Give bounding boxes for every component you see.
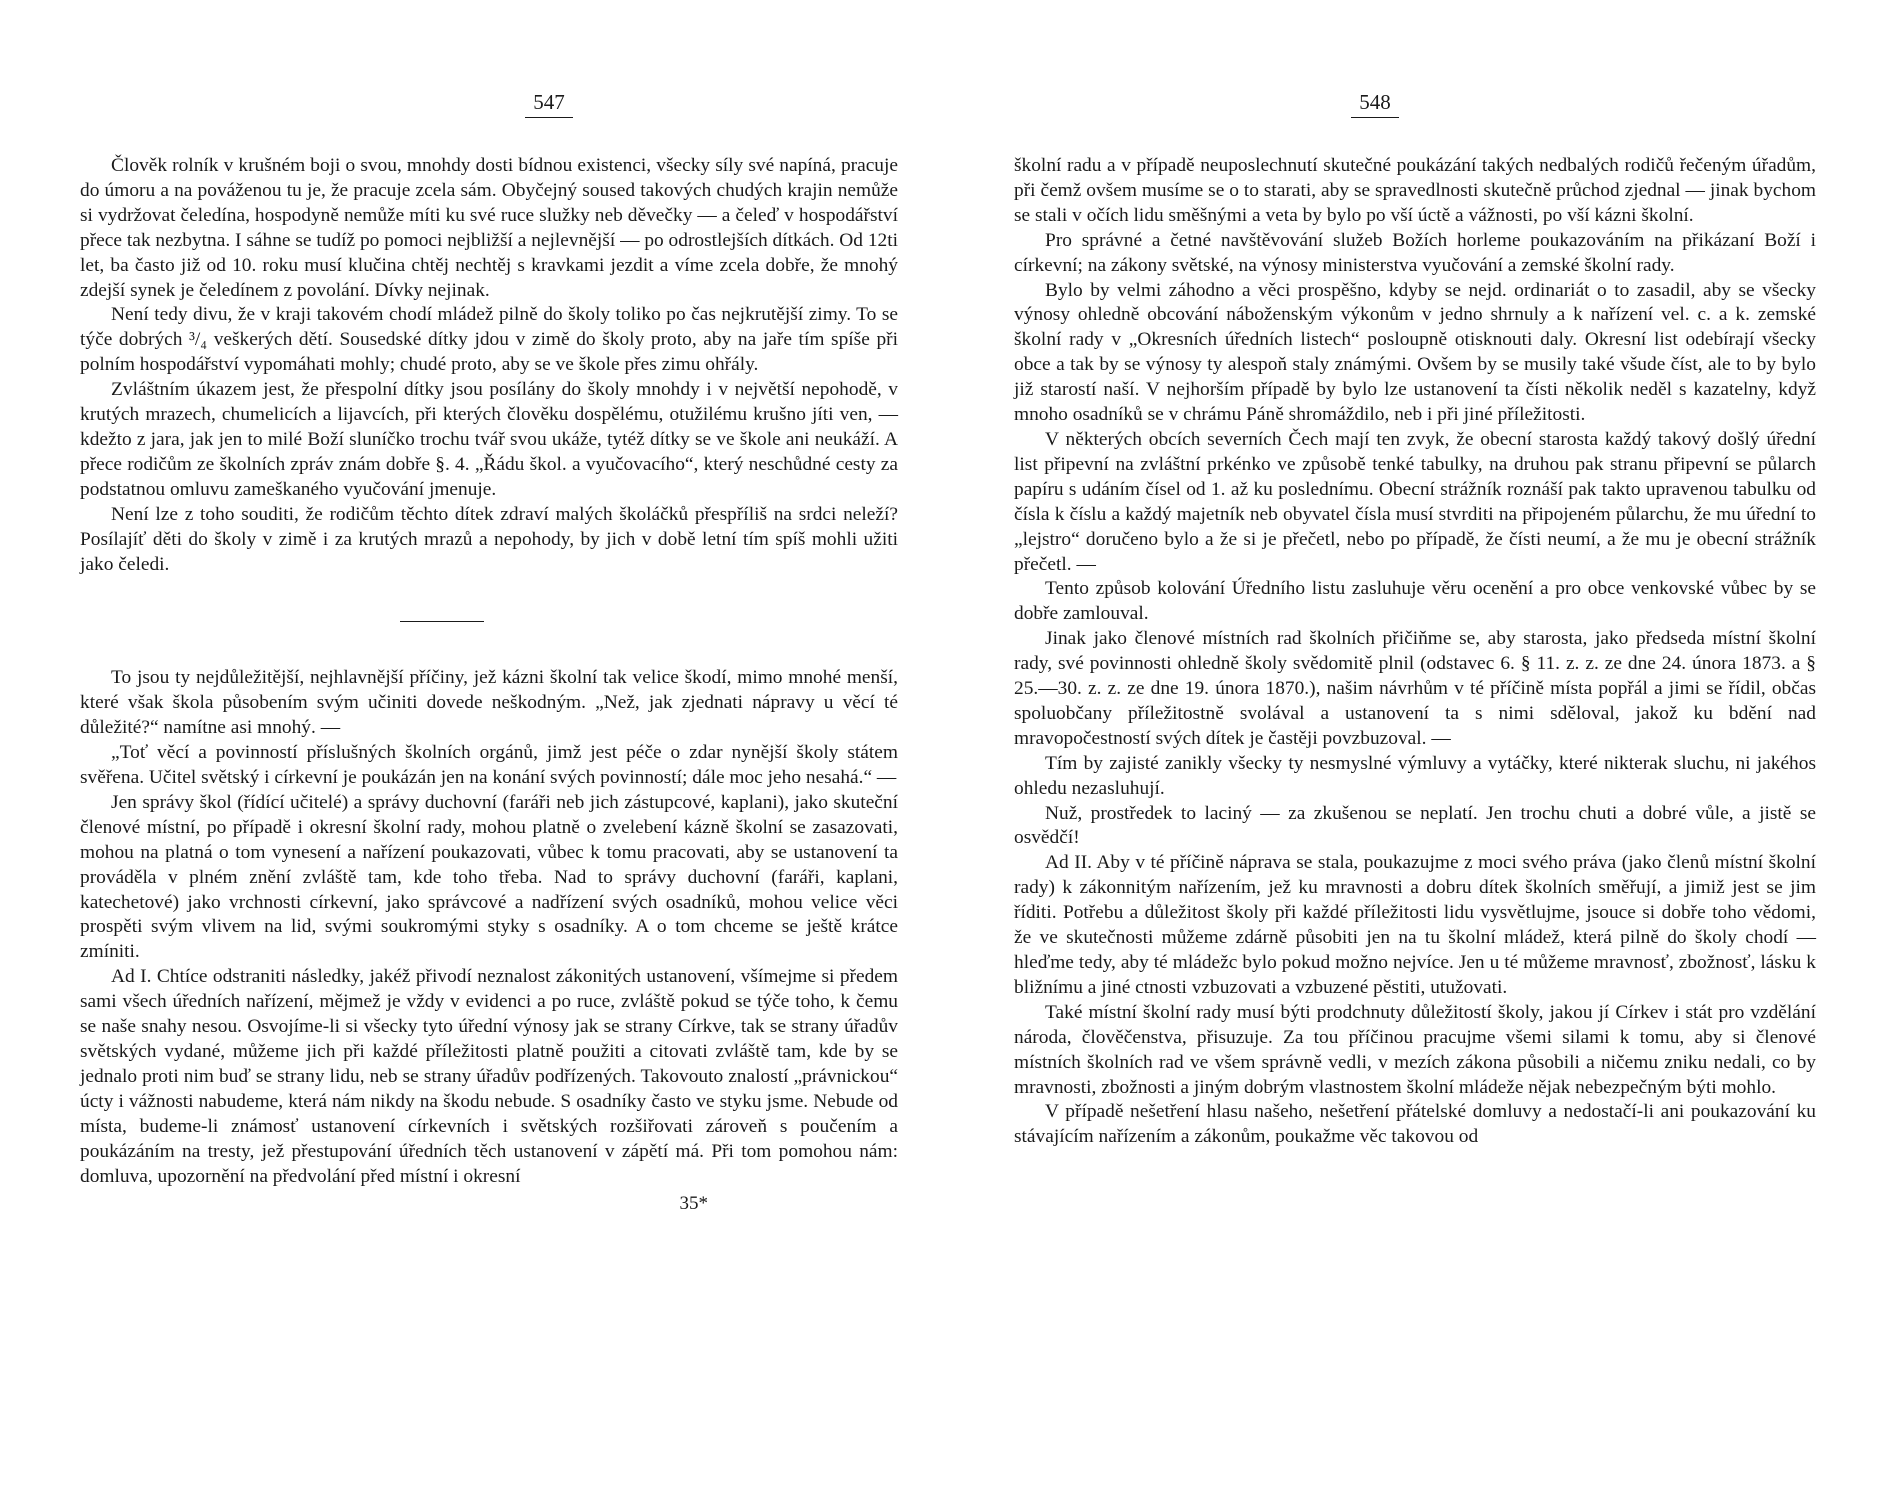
paragraph: V některých obcích severních Čech mají ten zvyk, že obecní starosta každý takový došlý úřední list připevní na zvláštní prkénko ve způsobě tenké tabulky, na druhou pak stranu připevní se půlarch papíru s udáním čísel od 1. až ku poslednímu. Obecní strážník roznáší pak takto upravenou tabulku od čísla k číslu a každý majetník neb obyvatel čísla musí stvrditi na připojeném půlarchu, že mu úřední to „lejstro“ doručeno bylo a že si je přečetl, nebo po případě, že čísti neumí, a že mu je obecní strážník přečetl. —: [1014, 428, 1816, 575]
paragraph: V případě nešetření hlasu našeho, nešetření přátelské domluvy a nedostačí-li ani poukazování ku stávajícím nařízením a zákonům, poukažme věc takovou od: [1014, 1101, 1816, 1148]
paragraph: Zvláštním úkazem jest, že přespolní dítky jsou posílány do školy mnohdy i v největší nepohodě, v krutých mrazech, chumelicích a lijavcích, při kterých člověku dospělému, otužilému krušno jíti ven, — kdežto z jara, jak jen to milé Boží sluníčko trochu tvář svou ukáže, tytéž dítky se ve škole ani neukáží. A přece rodičům ze školních zpráv znám dobře §. 4. „Řádu škol. a vyučovacího“, který neschůdné cesty za podstatnou omluvu zameškaného vyučování jmenuje.: [80, 379, 898, 500]
paragraph: Nuž, prostředek to laciný — za zkušenou se neplatí. Jen trochu chuti a dobré vůle, a jistě se osvědčí!: [1014, 802, 1816, 849]
paragraph: Bylo by velmi záhodno a věci prospěšno, kdyby se nejd. ordinariát o to zasadil, aby se všecky výnosy ohledně obcování náboženským výkonům v jedno shrnuly a k nařízení vel. c. a k. zemské školní rady v „Okresních úředních listech“ posloupně otisknouti daly. Okresní list odebírají všecky obce a tak by se výnosy ty alespoň staly známými. Ovšem by se musily také všude číst, ale to by bylo již starostí naší. V nejhorším případě by bylo lze ustanovení ta čísti několik neděl s kazatelny, když mnoho osadníků se v chrámu Páně shromáždilo, neb i při jiné příležitosti.: [1014, 279, 1816, 426]
paragraph: Není lze z toho souditi, že rodičům těchto dítek zdraví malých školáčků přespříliš na srdci neleží? Posílajíť děti do školy v zimě i za krutých mrazů a nepohody, by jich v době letní tím spíš mohli užiti jako čeledi.: [80, 503, 898, 575]
right-page: [948, 0, 1896, 1500]
paragraph: To jsou ty nejdůležitější, nejhlavnější příčiny, jež kázni školní tak velice škodí, mimo mnohé menší, které však škola působením svým učiniti dovede neškodným. „Než, jak zjednati nápravy u věcí té důležité?“ namítne asi mnohý. —: [80, 667, 898, 739]
paragraph: Tím by zajisté zanikly všecky ty nesmyslné výmluvy a vytáčky, které nikterak sluchu, ni jakéhos ohledu nezasluhují.: [1014, 752, 1816, 799]
paragraph: Ad II. Aby v té příčině náprava se stala, poukazujme z moci svého práva (jako členů místní školní rady) k zákonnitým nařízením, jež ku mravnosti a dobru dítek školních směřují, a jimiž jest se jim říditi. Potřebu a důležitost školy při každé příležitosti lidu vysvětlujme, jsouce si dobře toho vědomi, že ve skutečnosti můžeme zdárně působiti jen na tu školní mládež, která pilně do školy chodí — hleďme tedy, aby té mládežc bylo pokud možno nejvíce. Jen u té můžeme mravnosť, zbožnosť, lásku k bližnímu a jiné ctnosti vzbuzovati a vzbuzené pěstiti, utužovati.: [1014, 852, 1816, 998]
paragraph: Pro správné a četné navštěvování služeb Božích horleme poukazováním na přikázaní Boží i církevní; na zákony světské, na výnosy ministerstva vyučování a zemské školní rady.: [1014, 229, 1816, 276]
page-number: 547: [200, 90, 898, 118]
paragraph: Není tedy divu, že v kraji takovém chodí mládež pilně do školy toliko po čas nejkrutější zimy. To se týče dobrých ³/₄ veškerých dětí. Sousedské dítky jdou v zimě do školy proto, aby na jaře tím spíše při polním hospodářství vypomáhati mohly; chudé proto, aby se ve škole přes zimu ohřály.: [80, 304, 898, 376]
paragraph: Ad I. Chtíce odstraniti následky, jakéž přivodí neznalost zákonitých ustanovení, všímejme si předem sami všech úředních nařízení, mějmež je vždy v evidenci a po ruce, zvláště pokud se týče toho, k čemu se naše snahy nesou. Osvojíme-li si všecky tyto úřední výnosy jak se strany Církve, tak se strany úřadův světských vydané, můžeme jich při každé příležitosti platně použiti a citovati zvláště tam, kde by se jednalo proti nim buď se strany lidu, neb se strany úřadův podřízených. Takovouto znalostí „právnickou“ úcty i vážnosti nabudeme, která nám nikdy na škodu nebude. S osadníky často ve styku jsme. Nebude od místa, budeme-li známosť ustanovení církevních i světských rozšiřovati zároveň s poučením a poukázáním na tresty, jež přestupování úředních těch ustanovení v zápětí má. Při tom pomohou nám: domluva, upozornění na předvolání před místní i okresní: [80, 966, 898, 1187]
paragraph: Člověk rolník v krušném boji o svou, mnohdy dosti bídnou existenci, všecky síly své napíná, pracuje do úmoru a na pováženou tu je, že pracuje zcela sám. Obyčejný soused takových chudých krajin nemůže si vydržovat čeledína, hospodyně nemůže míti ku své ruce služky neb děvečky — a čeleď v hospodářství přece tak nezbytna. I sáhne se tudíž po pomoci nejbližší a nejlevnější — po odrostlejších dítkách. Od 12ti let, ba často již od 10. roku musí klučina chtěj nechtěj s kravkami jezdit a víme zcela dobře, že mnohý zdejší synek je čeledínem z povolání. Dívky nejinak.: [80, 155, 898, 301]
paragraph: Jen správy škol (řídící učitelé) a správy duchovní (faráři neb jich zástupcové, kaplani), jako skuteční členové místní, po případě i okresní školní rady, mohou platně o zvelebení kázně školní se zasazovati, mohou na platná o tom vynesení a nařízení poukazovati, vůbec k tomu pracovati, aby se ustanovení ta prováděla v plném znění zvláště tam, kde toho třeba. Nad to správy duchovní (faráři, kaplani, katechetové) jako vrchnosti církevní, jako správcové a nadřízení svých osadníků, mohou velice věci prospěti svým vlivem na lid, svými soukromými styky s osadníky. A o tom chceme se ještě krátce zmíniti.: [80, 791, 898, 963]
paragraph: Jinak jako členové místních rad školních přičiňme se, aby starosta, jako předseda místní školní rady, své povinnosti ohledně školy svědomitě plnil (odstavec 6. § 11. z. z. ze dne 24. února 1873. a § 25.—30. z. z. ze dne 19. února 1870.), našim návrhům v té příčině místa popřál a jimi se řídil, občas spoluobčany příležitostně svolával a ustanovení ta s nimi sděloval, jakož ku bdění nad mravopočestností svých dítek je častěji povzbuzoval. —: [1014, 628, 1816, 749]
section-divider: [400, 621, 484, 622]
paragraph: Také místní školní rady musí býti prodchnuty důležitostí školy, jakou jí Církev i stát pro vzdělání národa, člověčenstva, přisuzuje. Za tou příčinou pracujme všemi silami k tomu, aby si členové místních školních rad ve všem správně vedli, v mezích zákona působili a ničemu zniku nedali, co by mravnosti, zbožnosti a jiným dobrým vlastnostem školní mládeže nějak nebezpečným býti mohlo.: [1014, 1001, 1816, 1098]
page-number: 548: [934, 90, 1816, 118]
paragraph: Tento způsob kolování Úředního listu zasluhuje věru ocenění a pro obce venkovské vůbec by se dobře zamlouval.: [1014, 578, 1816, 625]
paragraph: školní radu a v případě neuposlechnutí skutečné poukázání takých nedbalých rodičů řečeným úřadům, při čemž ovšem musíme se o to starati, aby se spravedlnosti skutečně průchod zjednal — jinak bychom se stali v očích lidu směšnými a veta by bylo po vší úctě a vážnosti, po vší kázni školní.: [1014, 155, 1816, 226]
paragraph: „Toť věcí a povinností příslušných školních orgánů, jimž jest péče o zdar nynější školy státem svěřena. Učitel světský i církevní je poukázán jen na konání svých povinností; dále moc jeho nesahá.“ —: [80, 742, 898, 789]
signature-mark: 35*: [679, 1193, 708, 1215]
